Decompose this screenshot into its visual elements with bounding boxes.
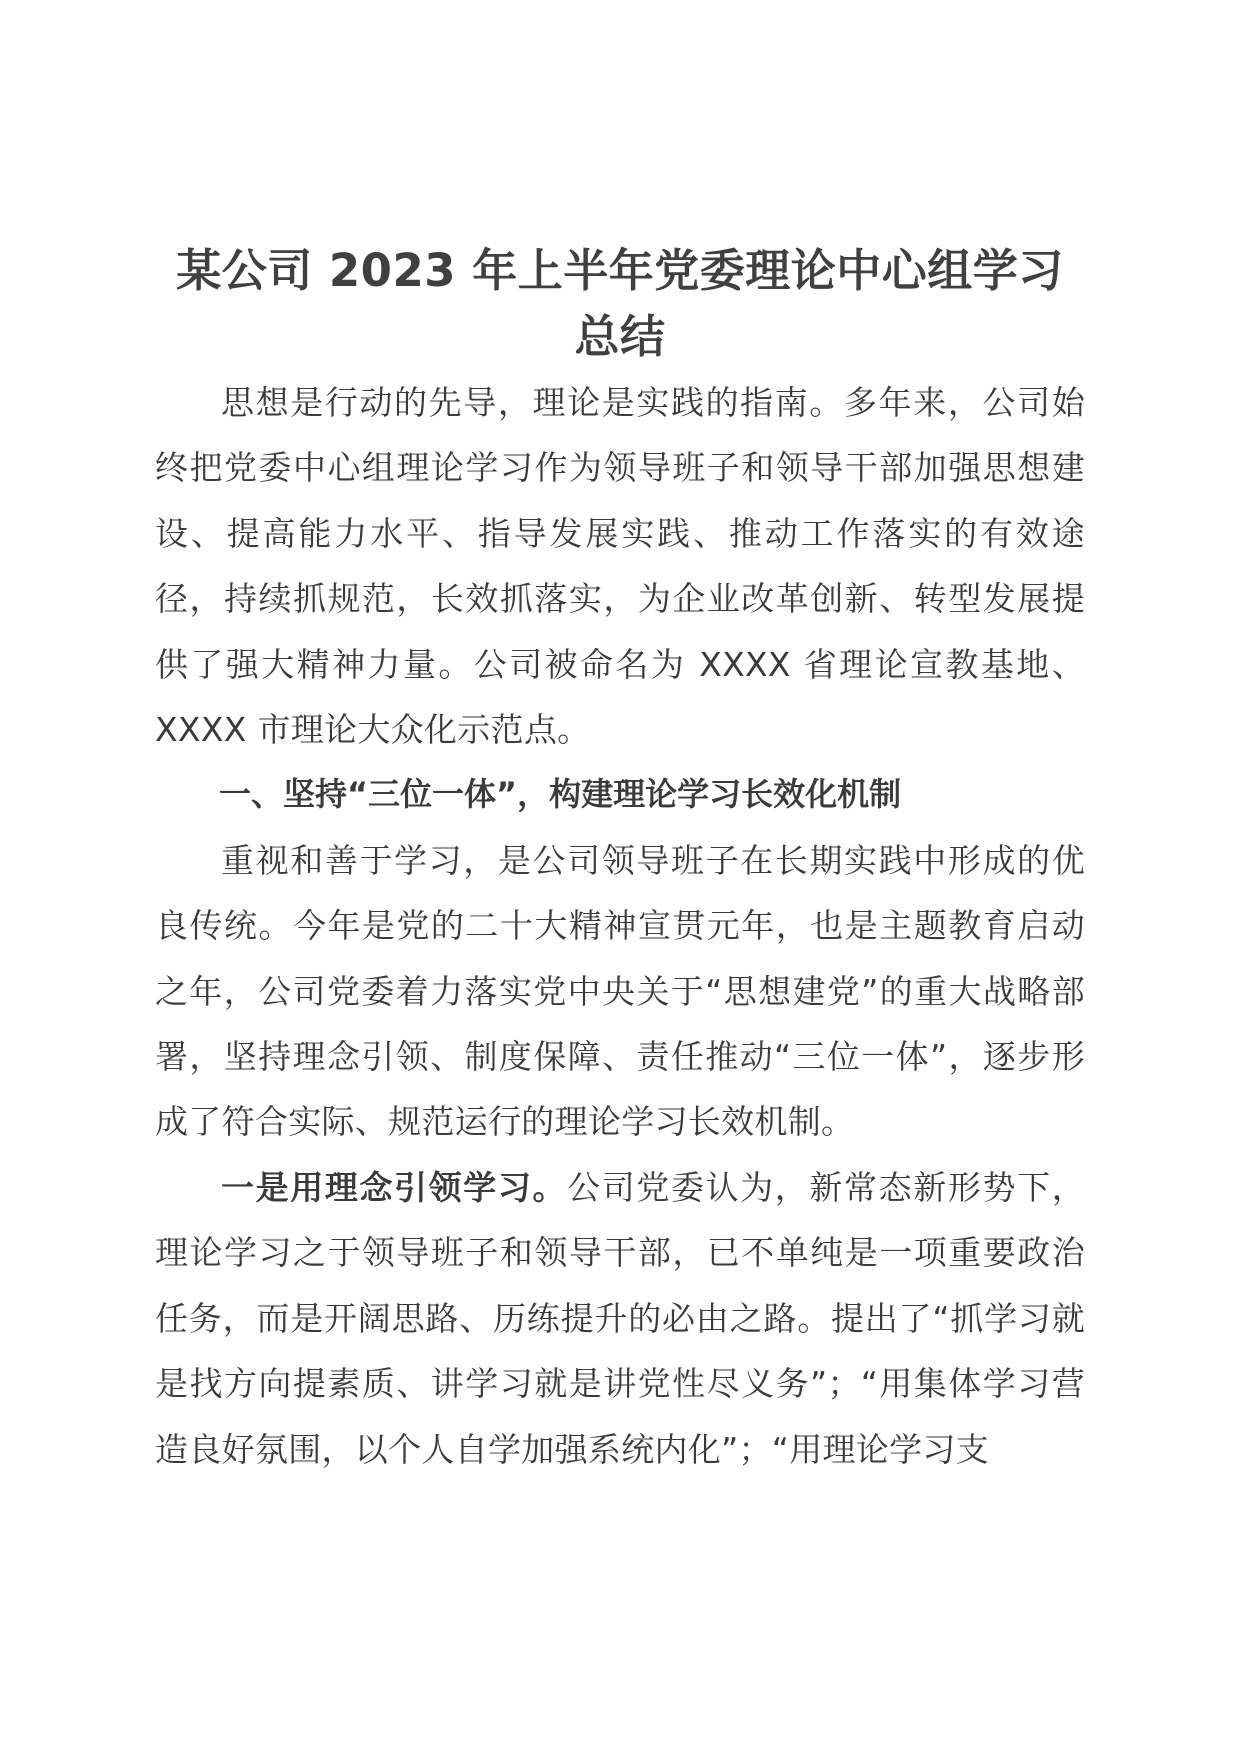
section-heading-1: 一、坚持“三位一体”，构建理论学习长效化机制: [219, 775, 902, 814]
section-1-paragraph: 重视和善于学习，是公司领导班子在长期实践中形成的优良传统。今年是党的二十大精神宣贯元年，也是主题教育启动之年，公司党委着力落实党中央关于“思想建党”的重大战略部署，坚持理念引领、制度保障、责任推动“三位一体”，逐步形成了符合实际、规范运行的理论学习长效机制。: [155, 840, 1085, 1142]
document-title: 某公司 2023 年上半年党委理论中心组学习总结: [176, 244, 1064, 363]
intro-paragraph: 思想是行动的先导，理论是实践的指南。多年来，公司始终把党委中心组理论学习作为领导班子和领导干部加强思想建设、提高能力水平、指导发展实践、推动工作落实的有效途径，持续抓规范，长效抓落实，为企业改革创新、转型发展提供了强大精神力量。公司被命名为 XXXX 省理论宣教基地、XXXX 市理论大众化示范点。: [155, 383, 1085, 750]
document-page: [155, 238, 1085, 1482]
point-1-lead: 一是用理念引领学习。: [221, 1167, 568, 1207]
point-1-text: 公司党委认为，新常态新形势下，理论学习之于领导班子和领导干部，已不单纯是一项重要政治任务，而是开阔思路、历练提升的必由之路。提出了“抓学习就是找方向提素质、讲学习就是讲党性尽义务”；“用集体学习营造良好氛围，以个人自学加强系统内化”；“用理论学习支: [155, 1167, 1085, 1469]
point-1-paragraph: [155, 1155, 1085, 1482]
